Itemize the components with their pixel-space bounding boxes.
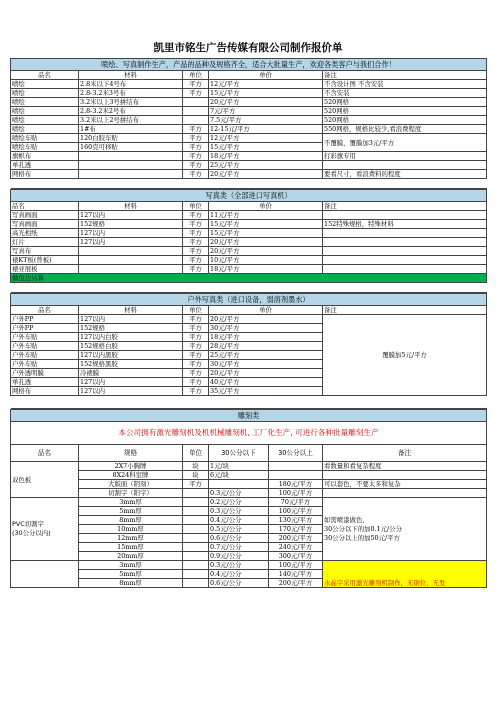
cell: 喷绘 (11, 89, 79, 98)
cell: 180元/平方 (269, 480, 323, 489)
cell: 裱KT板(普板) (11, 256, 79, 265)
table-row (11, 561, 487, 570)
cell: 70元/平方 (269, 498, 323, 507)
cell: 152特殊规格，特殊材料 (323, 220, 487, 229)
cell: 3mm厚 (79, 498, 183, 507)
cell: 0.9元/公分 (209, 552, 269, 561)
cell: 网格布 (11, 387, 79, 396)
cell: 20元/平方 (209, 315, 323, 324)
cell: 160克可移贴 (79, 143, 183, 152)
cell: 要看尺寸，看浪费料的程度 (323, 170, 487, 179)
header-cell: 备注 (323, 202, 487, 211)
cell (183, 107, 209, 116)
cell (323, 211, 487, 220)
cell: 100元/平方 (269, 561, 323, 570)
cell: 平方 (183, 333, 209, 342)
cell: 12元/平方 (209, 134, 323, 143)
cell: 10mm厚 (79, 525, 183, 534)
engraving-header-row (11, 445, 487, 462)
cell: 2.8米以下4号布 (79, 80, 183, 89)
cell: 大版面（阴刻） (79, 480, 183, 489)
header-cell: 材料 (79, 306, 183, 315)
table-row (11, 107, 487, 116)
cell: 100元/平方 (269, 489, 323, 498)
cell: 写真布 (11, 247, 79, 256)
cell: 平方 (183, 360, 209, 369)
cell: 冷裱膜 (79, 369, 183, 378)
cell: 3mm厚 (79, 561, 183, 570)
pvc-note-line: 如需喷漆做色, (324, 515, 365, 524)
header-cell: 单价 (209, 71, 323, 80)
cell: 平方 (183, 152, 209, 161)
cell: 10元/平方 (209, 256, 323, 265)
cell: 127以内 (79, 238, 183, 247)
pvc-note-line: 30公分以下的加0.1元/公分 (324, 524, 402, 533)
cell: 15元/平方 (209, 229, 323, 238)
cell: 写真画面 (11, 220, 79, 229)
cell: 1#布 (79, 125, 183, 134)
header-cell: 单价 (209, 306, 323, 315)
header-cell: 单位 (183, 306, 209, 315)
cell: 20mm厚 (79, 552, 183, 561)
cell: 不覆膜，覆膜加3元/平方 (323, 134, 487, 152)
table-row (11, 471, 487, 480)
cell: 单孔透 (11, 378, 79, 387)
cell: 平方 (183, 480, 209, 489)
cell: 平方 (183, 265, 209, 274)
inkjet-banner: 喷绘、写真制作生产，产品的品种及规格齐全，适合大批量生产，欢迎各类客户与我们合作！ (11, 59, 487, 71)
cell: 0.3元/公分 (209, 507, 269, 516)
table-row (11, 211, 487, 220)
cell: 127以内 (79, 211, 183, 220)
cell: 15mm厚 (79, 543, 183, 552)
cell: 18元/平方 (209, 265, 323, 274)
cell: 5mm厚 (79, 570, 183, 579)
engraving-intro: 本公司拥有激光雕刻机及机机械雕刻机, 工厂化生产, 可进行各种批量雕刻生产 (11, 422, 487, 445)
cell: 2.8-3.2米2号布 (79, 107, 183, 116)
cell: 平方 (183, 315, 209, 324)
cell: 平方 (183, 143, 209, 152)
header-cell: 品名 (11, 306, 79, 315)
cell: 高光相纸 (11, 229, 79, 238)
cell: 35元/平方 (209, 387, 323, 396)
cell: 户外PP (11, 324, 79, 333)
cell: 127以内黑胶 (79, 351, 183, 360)
cell: 写真画面 (11, 211, 79, 220)
cell: 28元/平方 (209, 342, 323, 351)
cell: 15元/平方 (209, 220, 323, 229)
header-cell: 30公分以下 (209, 445, 269, 462)
table-row (11, 315, 487, 324)
cell: 平方 (183, 89, 209, 98)
cell: 0.7元/公分 (209, 543, 269, 552)
cell (79, 256, 183, 265)
cell: 平方 (183, 125, 209, 134)
cell: 20元/平方 (209, 247, 323, 256)
cell (79, 265, 183, 274)
header-cell: 单价 (209, 202, 323, 211)
cell: 平方 (183, 342, 209, 351)
cell: 平方 (183, 247, 209, 256)
cell: 平方 (183, 170, 209, 179)
cell (183, 489, 209, 498)
cell: 8mm厚 (79, 516, 183, 525)
engraving-table (10, 409, 487, 588)
photo-print-banner: 写真类（全部进口写真机） (11, 190, 487, 202)
price-sheet (10, 0, 486, 588)
cell: 18元/平方 (209, 152, 323, 161)
cell: 7元/平方 (209, 107, 323, 116)
cell: 200元/平方 (269, 579, 323, 588)
cell: 18元/平方 (209, 333, 323, 342)
table-row (11, 161, 487, 170)
table-row (11, 238, 487, 247)
cell: 块 (183, 471, 209, 480)
table-row (11, 134, 487, 143)
cell: 20元/平方 (209, 238, 323, 247)
cell: 2X7小胸牌 (79, 462, 183, 471)
cell: 120白胶车贴 (79, 134, 183, 143)
cell: 平方 (183, 220, 209, 229)
cell: 平方 (183, 229, 209, 238)
cell: 25元/平方 (209, 351, 323, 360)
cell: 15元/平方 (209, 89, 323, 98)
table-row (11, 125, 487, 134)
cell: 300元/平方 (269, 552, 323, 561)
cell: 喷绘 (11, 98, 79, 107)
photo-print-table (10, 189, 487, 293)
cell: 12mm厚 (79, 534, 183, 543)
cell (323, 229, 487, 238)
inkjet-table (10, 58, 487, 189)
table-row (11, 247, 487, 256)
cell: 127以内 (79, 378, 183, 387)
pvc-name-cell (11, 498, 79, 561)
cell: 户外车贴 (11, 342, 79, 351)
cell: 平方 (183, 378, 209, 387)
outdoor-print-table (10, 293, 487, 409)
cell (323, 161, 487, 170)
cell: 喷绘 (11, 116, 79, 125)
cell: 旗帜布 (11, 152, 79, 161)
cell: 喷绘 (11, 80, 79, 89)
cell: 0.4元/公分 (209, 516, 269, 525)
cell: 3.2米以上2号拼结布 (79, 116, 183, 125)
cell (79, 161, 183, 170)
header-cell: 单位 (183, 71, 209, 80)
cell (269, 471, 323, 480)
cell: 127以内白胶 (79, 333, 183, 342)
cell: 25元/平方 (209, 161, 323, 170)
cell: 喷绘 (11, 107, 79, 116)
table-row (11, 98, 487, 107)
cell (323, 247, 487, 256)
cell: 户外车贴 (11, 351, 79, 360)
header-cell: 规格 (79, 445, 183, 462)
cell (323, 256, 487, 265)
cell: 裱亚展板 (11, 265, 79, 274)
cell: 0.5元/公分 (209, 525, 269, 534)
cell: 平方 (183, 387, 209, 396)
table-row (11, 152, 487, 161)
cell: 8mm厚 (79, 579, 183, 588)
cell: 15元/平方 (209, 143, 323, 152)
cell: 不含设计图 不含安装 (323, 80, 487, 89)
wrap-edge-note-row (11, 274, 487, 283)
cell: 0.3元/公分 (209, 489, 269, 498)
cell: 30元/平方 (209, 360, 323, 369)
cell: 户外PP (11, 315, 79, 324)
table-row (11, 170, 487, 179)
header-cell: 品名 (11, 202, 79, 211)
table-row (11, 116, 487, 125)
cell: 平方 (183, 80, 209, 89)
double-board-name: 双色板 (11, 462, 79, 498)
cell: 127以内 (79, 315, 183, 324)
cell: 户外透明膜 (11, 369, 79, 378)
cell (323, 238, 487, 247)
cell: 0.3元/公分 (209, 561, 269, 570)
cell: 550网格，规格比较少,看浪费程度 (323, 125, 487, 134)
cell: 0.6元/公分 (209, 534, 269, 543)
cell: 户外车贴 (11, 333, 79, 342)
table-row (11, 80, 487, 89)
table-row (11, 89, 487, 98)
header-cell: 备注 (323, 445, 487, 462)
cell: 20元/平方 (209, 98, 323, 107)
cell: 平方 (183, 369, 209, 378)
cell: 11元/平方 (209, 211, 323, 220)
header-cell: 材料 (79, 71, 183, 80)
cell: 平方 (183, 324, 209, 333)
cell: 520网格 (323, 116, 487, 125)
cell: 0.4元/公分 (209, 570, 269, 579)
cell: 127以内 (79, 229, 183, 238)
cell: 152规格白胶 (79, 342, 183, 351)
cell (323, 489, 487, 498)
pvc-note (323, 498, 487, 561)
cell: 170元/平方 (269, 525, 323, 534)
cell: 20元/平方 (209, 170, 323, 179)
cell: 30元/平方 (209, 324, 323, 333)
cell: 平方 (183, 161, 209, 170)
cell (209, 480, 269, 489)
cell: 喷绘车贴 (11, 143, 79, 152)
cell: 平方 (183, 211, 209, 220)
cell: 8X24科室牌 (79, 471, 183, 480)
table-row (11, 480, 487, 489)
table-row (11, 489, 487, 498)
header-cell: 品名 (11, 445, 79, 462)
header-cell: 材料 (79, 202, 183, 211)
header-cell: 30公分以上 (269, 445, 323, 462)
cell: 平方 (183, 134, 209, 143)
inkjet-header-row (11, 71, 487, 80)
crystal-note: 水晶字采用激光雕刻机制作，无锯位，无发 (323, 561, 487, 588)
cell: 12元/平方 (209, 80, 323, 89)
outdoor-header-row (11, 306, 487, 315)
cell: 平方 (183, 238, 209, 247)
table-row (11, 265, 487, 274)
cell (79, 247, 183, 256)
cell: 看数量和看复杂程度 (323, 462, 487, 471)
cell: 0.6元/公分 (209, 579, 269, 588)
cell: 6元/块 (209, 471, 269, 480)
cell: 不含安装 (323, 89, 487, 98)
cell (183, 98, 209, 107)
cell: 户外车贴 (11, 360, 79, 369)
table-row (11, 220, 487, 229)
cell (269, 462, 323, 471)
table-row (11, 256, 487, 265)
page-title: 凯里市铭生广告传媒有限公司制作报价单 (153, 42, 343, 54)
cell: 切割字（阳字） (79, 489, 183, 498)
header-cell: 备注 (323, 306, 487, 315)
cell: 网格布 (11, 170, 79, 179)
table-row (11, 229, 487, 238)
cell: 520网格 (323, 107, 487, 116)
header-cell: 备注 (323, 71, 487, 80)
table-row (11, 462, 487, 471)
cell: 130元/平方 (269, 516, 323, 525)
cell (79, 152, 183, 161)
cell: 20元/平方 (209, 369, 323, 378)
cell: 100元/平方 (269, 507, 323, 516)
lamination-note: 覆膜加5元/平方 (323, 315, 487, 396)
table-row (11, 498, 487, 507)
cell: 5mm厚 (79, 507, 183, 516)
cell: 152规格 (79, 220, 183, 229)
cell: 140元/平方 (269, 570, 323, 579)
header-cell: 单位 (183, 445, 209, 462)
outdoor-print-banner: 户外写真类（进口设备，弱溶剂墨水） (11, 294, 487, 306)
cell: 块 (183, 462, 209, 471)
cell: 127以内 (79, 387, 183, 396)
cell: 灯片 (11, 238, 79, 247)
pvc-note-line: 30公分以上的加50元/平方 (324, 533, 400, 542)
cell: 打彩旗专用 (323, 152, 487, 161)
cell: 平方 (183, 351, 209, 360)
cell: 可以套色，不要太多和复杂 (323, 480, 487, 489)
pvc-name-sub: (30公分以内) (12, 529, 51, 537)
cell: 152规格 (79, 324, 183, 333)
photo-print-header-row (11, 202, 487, 211)
cell: 7.5元/平方 (209, 116, 323, 125)
cell: 1元/块 (209, 462, 269, 471)
cell: 3.2米以上3号拼结布 (79, 98, 183, 107)
wrap-edge-note: 做包边另算 (11, 274, 487, 283)
cell: 2.8-3.2米3号布 (79, 89, 183, 98)
cell: 喷绘 (11, 125, 79, 134)
cell: 0.2元/公分 (209, 498, 269, 507)
header-cell: 单位 (183, 202, 209, 211)
cell (323, 471, 487, 480)
cell (323, 265, 487, 274)
engraving-banner: 雕刻类 (11, 410, 487, 422)
cell: 平方 (183, 256, 209, 265)
cell: 200元/平方 (269, 534, 323, 543)
cell: 520网格 (323, 98, 487, 107)
cell (183, 116, 209, 125)
cell (79, 170, 183, 179)
cell: 喷绘车贴 (11, 134, 79, 143)
cell: 152规格黑胶 (79, 360, 183, 369)
cell: 12-15元/平方 (209, 125, 323, 134)
cell: 单孔透 (11, 161, 79, 170)
cell: 240元/平方 (269, 543, 323, 552)
header-cell: 品名 (11, 71, 79, 80)
pvc-name: PVC切割字 (12, 520, 44, 528)
cell: 40元/平方 (209, 378, 323, 387)
